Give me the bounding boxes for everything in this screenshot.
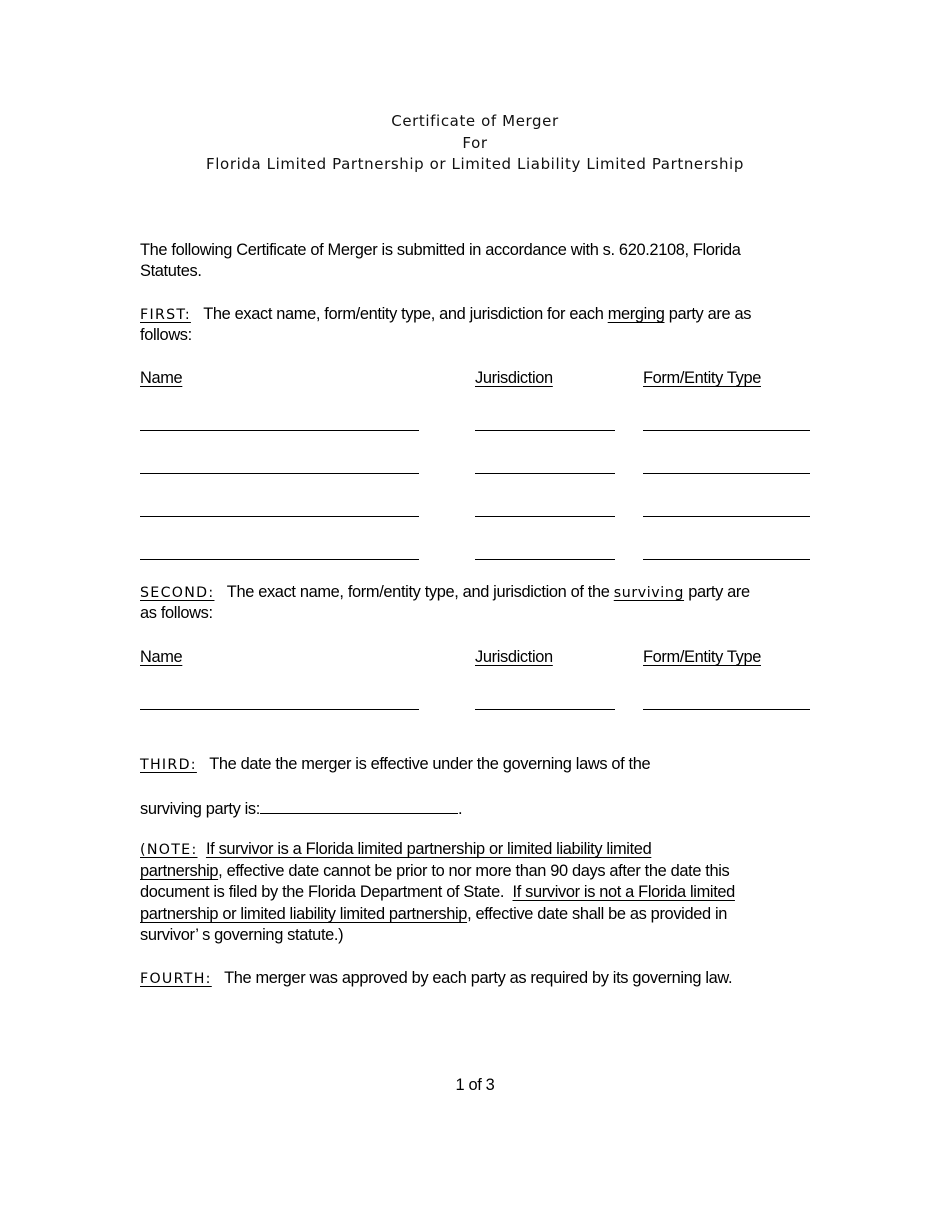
second-name-field[interactable]: [140, 709, 419, 710]
note-line-4: [140, 904, 727, 926]
note-label: (NOTE:: [140, 842, 198, 858]
note-line-3: [140, 882, 735, 904]
second-jurisdiction-field[interactable]: [475, 709, 615, 710]
second-paragraph-line-1: [140, 582, 750, 605]
third-paragraph-line-1: [140, 754, 650, 777]
note-text-4: , effective date shall be as provided in: [467, 905, 728, 923]
second-text-a: The exact name, form/entity type, and jurisdiction of the: [226, 583, 610, 601]
note-line-5: [140, 925, 343, 947]
first-label: FIRST:: [140, 307, 191, 323]
title-line-1: Certificate of Merger: [391, 112, 559, 130]
first-text-a: The exact name, form/entity type, and jurisdiction for each: [203, 305, 604, 323]
first-text-b: party are as: [668, 305, 752, 323]
note-text-5b: ’ s governing statute.): [195, 926, 344, 944]
first-jurisdiction-field-4[interactable]: [475, 559, 615, 560]
first-name-field-2[interactable]: [140, 473, 419, 474]
note-underlined-2: partnership: [140, 862, 219, 880]
intro-line-2: Statutes.: [140, 262, 202, 280]
note-underlined-3: If survivor is not a Florida limited: [512, 883, 735, 901]
first-col-jurisdiction-header: Jurisdiction: [475, 369, 553, 387]
note-text-3a: document is filed by the Florida Department of State.: [140, 883, 505, 901]
second-col-entity-type-header: Form/Entity Type: [643, 648, 761, 666]
first-paragraph-line-2: follows:: [140, 326, 192, 344]
second-text-b: party are: [688, 583, 750, 601]
first-jurisdiction-field-3[interactable]: [475, 516, 615, 517]
second-paragraph-line-2: as follows:: [140, 604, 213, 622]
first-name-field-1[interactable]: [140, 430, 419, 431]
second-col-jurisdiction-header: Jurisdiction: [475, 648, 553, 666]
page-number: 1 of 3: [455, 1076, 495, 1094]
third-text: The date the merger is effective under the governing laws of the: [209, 755, 651, 773]
second-entity-type-field[interactable]: [643, 709, 810, 710]
first-entity-type-field-2[interactable]: [643, 473, 810, 474]
note-underlined-4: partnership or limited liability limited partnership: [140, 905, 468, 923]
fourth-label: FOURTH:: [140, 971, 212, 987]
first-jurisdiction-field-1[interactable]: [475, 430, 615, 431]
first-name-field-3[interactable]: [140, 516, 419, 517]
note-text-2: , effective date cannot be prior to nor more than 90 days after the date this: [218, 862, 730, 880]
third-paragraph-line-2: [140, 797, 462, 821]
third-line2-end: .: [457, 800, 463, 818]
note-line-1: [140, 839, 651, 862]
first-entity-type-field-3[interactable]: [643, 516, 810, 517]
first-paragraph-line-1: [140, 304, 751, 327]
first-jurisdiction-field-2[interactable]: [475, 473, 615, 474]
note-underlined-1: If survivor is a Florida limited partnership or limited liability limited: [205, 840, 652, 858]
intro-line-1: The following Certificate of Merger is submitted in accordance with s. 620.2108, Florida: [140, 241, 741, 259]
title-line-3: Florida Limited Partnership or Limited Liability Limited Partnership: [206, 155, 744, 173]
fourth-text: The merger was approved by each party as required by its governing law.: [224, 969, 733, 987]
third-line2-text: surviving party is:: [140, 800, 260, 818]
note-text-5a: survivor: [140, 926, 196, 944]
second-emphasis: surviving: [613, 585, 685, 601]
first-col-entity-type-header: Form/Entity Type: [643, 369, 761, 387]
first-entity-type-field-4[interactable]: [643, 559, 810, 560]
effective-date-field[interactable]: [260, 797, 458, 814]
title-line-2: For: [462, 134, 488, 152]
first-entity-type-field-1[interactable]: [643, 430, 810, 431]
fourth-paragraph: [140, 968, 732, 991]
second-col-name-header: Name: [140, 648, 183, 666]
first-emphasis: merging: [607, 305, 665, 323]
first-col-name-header: Name: [140, 369, 183, 387]
first-name-field-4[interactable]: [140, 559, 419, 560]
second-label: SECOND:: [140, 585, 215, 601]
third-label: THIRD:: [140, 757, 197, 773]
note-line-2: [140, 861, 729, 883]
